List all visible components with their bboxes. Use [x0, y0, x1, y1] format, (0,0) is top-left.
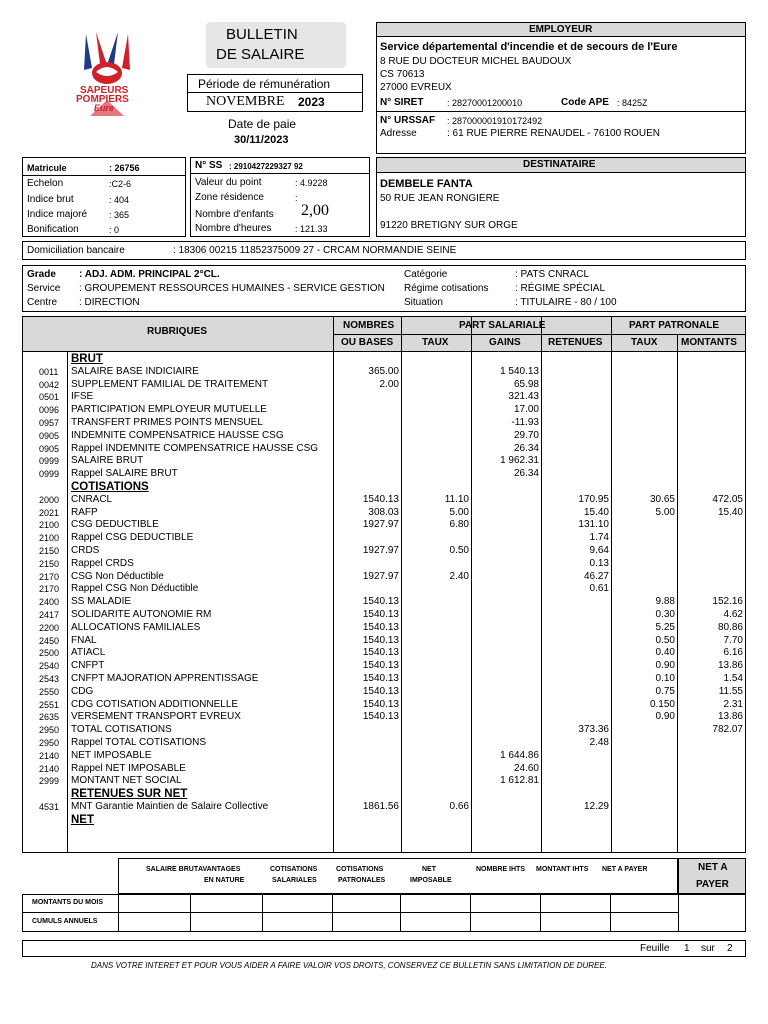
- table-row: [23, 379, 747, 392]
- row-taux-patronal: 0.40: [655, 647, 675, 659]
- heures-label: Nombre d'heures: [195, 223, 272, 234]
- agent-info-box: [22, 157, 186, 237]
- row-code: 0501: [39, 392, 60, 403]
- row-gains: 26.34: [513, 468, 539, 480]
- row-code: 0905: [39, 430, 60, 441]
- row-base: 1540.13: [362, 698, 399, 710]
- table-row: [23, 750, 747, 763]
- destinataire-box: [376, 157, 746, 237]
- row-label: PARTICIPATION EMPLOYEUR MUTUELLE: [71, 404, 267, 416]
- row-retenues: 0.61: [589, 583, 609, 595]
- row-montant: 7.70: [723, 634, 743, 646]
- row-retenues: 9.64: [589, 545, 609, 556]
- sum-h-salariales: SALARIALES: [272, 877, 317, 884]
- row-taux-patronal: 0.90: [655, 660, 675, 672]
- row-gains: 1 540.13: [500, 365, 539, 377]
- table-row: [23, 635, 747, 648]
- siret-value: : 28270001200010: [447, 98, 523, 108]
- bulletin-title: [206, 22, 346, 68]
- bonification-value: : 0: [109, 225, 120, 235]
- destinataire-name: DEMBELE FANTA: [380, 178, 473, 190]
- table-row: [23, 430, 747, 443]
- col-taux: TAUX: [422, 337, 449, 348]
- matricule-label: Matricule: [27, 163, 67, 173]
- row-code: 2170: [39, 584, 60, 595]
- sum-h-nature: EN NATURE: [204, 877, 245, 884]
- sum-h-ihts: NOMBRE IHTS: [476, 866, 525, 873]
- row-label: TOTAL COTISATIONS: [71, 724, 172, 736]
- table-row: [23, 711, 747, 724]
- col-nombres: NOMBRES: [343, 320, 395, 331]
- matricule-value: : 26756: [109, 163, 140, 173]
- sum-h-patronales: PATRONALES: [338, 877, 386, 884]
- row-montant: 13.86: [717, 711, 743, 723]
- page-indicator: [22, 940, 746, 957]
- table-row: [23, 775, 747, 788]
- row-montant: 80.86: [717, 621, 743, 633]
- feuille-label: Feuille: [640, 943, 670, 954]
- col-taux-patronal: TAUX: [631, 337, 658, 348]
- section-title: RETENUES SUR NET: [71, 788, 188, 801]
- row-retenues: 15.40: [583, 506, 609, 518]
- row-base: 1540.13: [362, 711, 399, 723]
- row-code: 0042: [39, 379, 60, 390]
- payslip-table: [22, 316, 746, 853]
- zone-value: :: [295, 193, 298, 203]
- periode-month: NOVEMBRE: [206, 94, 285, 109]
- logo-line2: POMPIERS: [76, 94, 129, 105]
- sum-h-cot-pat: COTISATIONS: [336, 866, 384, 873]
- table-row: [23, 519, 747, 532]
- row-code: 2100: [39, 520, 60, 531]
- table-row: [23, 596, 747, 609]
- table-row: [23, 737, 747, 750]
- row-taux-patronal: 5.25: [655, 621, 675, 633]
- title-line1: BULLETIN: [226, 26, 298, 43]
- table-row: [23, 763, 747, 776]
- nss-label: N° SS: [195, 160, 223, 171]
- row-montant: 152.16: [712, 596, 743, 608]
- table-row: [23, 494, 747, 507]
- row-montant: 13.86: [717, 660, 743, 672]
- employeur-addr2: CS 70613: [380, 69, 425, 80]
- sum-payer: PAYER: [696, 879, 729, 890]
- row-gains: 29.70: [513, 429, 539, 441]
- row-label: CDG COTISATION ADDITIONNELLE: [71, 698, 239, 710]
- row-base: 1927.97: [362, 570, 399, 582]
- service-value: : GROUPEMENT RESSOURCES HUMAINES - SERVICE GESTION: [79, 283, 385, 294]
- regime-value: : RÉGIME SPÉCIAL: [515, 283, 606, 294]
- adresse-label: Adresse: [380, 128, 417, 139]
- table-row: [23, 558, 747, 571]
- categorie-label: Catégorie: [404, 269, 448, 280]
- row-taux: 0.50: [449, 545, 469, 556]
- row-gains: 321.43: [508, 391, 539, 403]
- row-taux-patronal: 0.75: [655, 685, 675, 697]
- row-taux-patronal: 0.50: [655, 634, 675, 646]
- row-code: 2550: [39, 686, 60, 697]
- enfants-label: Nombre d'enfants: [195, 209, 274, 220]
- table-row: [23, 609, 747, 622]
- indice-brut-label: Indice brut: [27, 194, 74, 205]
- table-row: [23, 507, 747, 520]
- col-montants: MONTANTS: [681, 337, 737, 348]
- row-retenues: 12.29: [583, 801, 609, 812]
- row-label: MNT Garantie Maintien de Salaire Collective: [71, 801, 269, 812]
- row-code: 2999: [39, 776, 60, 787]
- valeur-point-value: : 4.9228: [295, 178, 328, 188]
- row-label: CNFPT MAJORATION APPRENTISSAGE: [71, 673, 259, 684]
- row-gains: 26.34: [513, 442, 539, 454]
- row-taux-patronal: 0.90: [655, 711, 675, 723]
- row-code: 2150: [39, 546, 60, 556]
- row-code: 0011: [39, 366, 59, 377]
- logo-line1: SAPEURS: [80, 85, 129, 96]
- urssaf-label: N° URSSAF: [380, 115, 436, 126]
- row-montant: 472.05: [712, 493, 743, 505]
- table-row: [23, 366, 747, 379]
- indice-brut-value: : 404: [109, 195, 130, 205]
- domiciliation-label: Domiciliation bancaire: [27, 245, 125, 256]
- row-code: 2950: [39, 725, 60, 736]
- row-label: SALAIRE BRUT: [71, 455, 144, 467]
- row-gains: -11.93: [511, 417, 539, 428]
- row-code: 2400: [39, 597, 60, 608]
- col-gains: GAINS: [489, 337, 521, 348]
- destinataire-header: DESTINATAIRE: [523, 159, 596, 170]
- row-label: SUPPLEMENT FAMILIAL DE TRAITEMENT: [71, 378, 269, 390]
- sum-h-net: NET: [422, 866, 436, 873]
- row-code: 2500: [39, 648, 60, 659]
- row-base: 308.03: [368, 506, 399, 518]
- row-taux: 5.00: [449, 506, 469, 518]
- row-montant: 2.31: [723, 698, 743, 710]
- table-row: [23, 404, 747, 417]
- row-retenues: 170.95: [578, 493, 609, 505]
- centre-value: : DIRECTION: [79, 297, 140, 308]
- row-taux: 0.66: [449, 801, 469, 812]
- table-row: [23, 455, 747, 468]
- row-label: Rappel NET IMPOSABLE: [71, 762, 186, 774]
- adresse-value: : 61 RUE PIERRE RENAUDEL - 76100 ROUEN: [447, 128, 661, 139]
- table-row: [23, 583, 747, 596]
- table-row: [23, 686, 747, 699]
- row-base: 1540.13: [362, 660, 399, 672]
- table-row: [23, 443, 747, 456]
- ape-value: : 8425Z: [617, 98, 648, 108]
- row-taux: 2.40: [449, 570, 469, 582]
- row-label: CRDS: [71, 545, 100, 556]
- row-base: 1540.13: [362, 609, 399, 620]
- employeur-box: [376, 22, 746, 154]
- row-base: 1540.13: [362, 596, 399, 608]
- row-label: MONTANT NET SOCIAL: [71, 775, 182, 787]
- urssaf-value: : 287000001910172492: [447, 116, 543, 126]
- sum-row-mois: MONTANTS DU MOIS: [32, 899, 104, 906]
- row-gains: 1 612.81: [500, 775, 539, 787]
- employeur-addr1: 8 RUE DU DOCTEUR MICHEL BAUDOUX: [380, 56, 572, 67]
- row-base: 1540.13: [362, 621, 399, 633]
- table-row: [23, 417, 747, 430]
- table-row: [23, 545, 747, 558]
- sum-h-brut: SALAIRE BRUT: [146, 866, 199, 873]
- row-base: 1927.97: [362, 545, 399, 556]
- zone-label: Zone résidence: [195, 192, 264, 203]
- row-montant: 11.55: [718, 685, 743, 697]
- row-label: CDG: [71, 685, 94, 697]
- row-code: 2450: [39, 635, 60, 646]
- row-code: 0957: [39, 418, 60, 428]
- destinataire-addr1: 50 RUE JEAN RONGIERE: [380, 193, 500, 204]
- table-row: [23, 571, 747, 584]
- col-ou-bases: OU BASES: [341, 337, 394, 348]
- row-taux-patronal: 0.150: [649, 698, 675, 710]
- situation-label: Situation: [404, 297, 443, 308]
- row-base: 1540.13: [362, 673, 399, 684]
- row-code: 2021: [39, 507, 60, 518]
- sum-h-montant-ihts: MONTANT IHTS: [536, 866, 589, 873]
- situation-value: : TITULAIRE - 80 / 100: [515, 297, 617, 308]
- sur-label: sur: [701, 943, 715, 954]
- row-montant: 6.16: [723, 647, 743, 659]
- logo-line3: Eure: [94, 103, 115, 113]
- row-label: IFSE: [71, 391, 94, 403]
- date-value: 30/11/2023: [234, 134, 289, 146]
- row-base: 2.00: [379, 378, 399, 390]
- row-code: 2551: [39, 699, 60, 710]
- table-row: [23, 801, 747, 814]
- nss-box: [190, 157, 370, 237]
- echelon-value: :C2-6: [109, 179, 132, 189]
- table-row: [23, 660, 747, 673]
- row-code: 2140: [39, 763, 60, 774]
- table-row: [23, 622, 747, 635]
- enfants-value: 2,00: [301, 202, 329, 219]
- echelon-label: Echelon: [27, 178, 64, 189]
- row-label: FNAL: [71, 634, 97, 646]
- regime-label: Régime cotisations: [404, 283, 489, 294]
- centre-label: Centre: [27, 297, 58, 308]
- row-gains: 1 962.31: [500, 455, 539, 467]
- row-code: 2000: [39, 494, 60, 505]
- row-taux: 11.10: [444, 493, 469, 505]
- destinataire-addr2: 91220 BRETIGNY SUR ORGE: [380, 220, 518, 231]
- row-gains: 24.60: [513, 762, 539, 774]
- row-code: 2100: [39, 533, 60, 544]
- employeur-name: Service départemental d'incendie et de secours de l'Eure: [380, 41, 678, 53]
- siret-label: N° SIRET: [380, 97, 424, 108]
- row-code: 0905: [39, 443, 60, 454]
- sum-row-cumuls: CUMULS ANNUELS: [32, 918, 98, 925]
- row-code: 2150: [39, 558, 60, 569]
- section-header: [23, 788, 747, 801]
- row-label: VERSEMENT TRANSPORT EVREUX: [71, 711, 241, 723]
- valeur-point-label: Valeur du point: [195, 177, 262, 188]
- row-label: INDEMNITE COMPENSATRICE HAUSSE CSG: [71, 429, 284, 441]
- row-retenues: 373.36: [578, 724, 609, 736]
- row-taux-patronal: 0.10: [655, 673, 675, 684]
- row-base: 1861.56: [362, 801, 399, 812]
- row-gains: 65.98: [513, 378, 539, 390]
- row-gains: 17.00: [513, 404, 539, 416]
- row-label: ALLOCATIONS FAMILIALES: [71, 621, 201, 633]
- row-label: TRANSFERT PRIMES POINTS MENSUEL: [71, 417, 263, 428]
- row-retenues: 131.10: [578, 519, 609, 531]
- row-label: NET IMPOSABLE: [71, 749, 152, 761]
- table-row: [23, 391, 747, 404]
- employeur-header: EMPLOYEUR: [529, 24, 593, 35]
- indice-majore-label: Indice majoré: [27, 209, 88, 220]
- row-label: Rappel CRDS: [71, 557, 134, 569]
- section-title: NET: [71, 813, 94, 826]
- row-gains: 1 644.86: [500, 749, 539, 761]
- row-base: 1540.13: [362, 634, 399, 646]
- row-code: 2635: [39, 712, 60, 723]
- domiciliation-box: [22, 241, 746, 260]
- row-label: SALAIRE BASE INDICIAIRE: [71, 365, 199, 377]
- employeur-addr3: 27000 EVREUX: [380, 82, 452, 93]
- row-base: 1927.97: [362, 519, 399, 531]
- row-taux-patronal: 9.88: [655, 596, 675, 608]
- service-label: Service: [27, 283, 61, 294]
- section-header: [23, 353, 747, 366]
- domiciliation-value: : 18306 00215 11852375009 27 - CRCAM NORMANDIE SEINE: [173, 245, 457, 256]
- sdis-logo: [76, 28, 138, 124]
- row-code: 2950: [39, 738, 60, 748]
- page-total: 2: [727, 943, 733, 954]
- table-row: [23, 699, 747, 712]
- row-label: CNFPT: [71, 660, 105, 672]
- row-label: Rappel INDEMNITE COMPENSATRICE HAUSSE CSG: [71, 442, 319, 454]
- row-code: 0096: [39, 405, 60, 416]
- bonification-label: Bonification: [27, 224, 79, 235]
- summary-table: [22, 858, 746, 932]
- row-label: CSG Non Déductible: [71, 570, 164, 582]
- row-taux-patronal: 30.65: [649, 493, 675, 505]
- categorie-value: : PATS CNRACL: [515, 269, 590, 280]
- row-montant: 1.54: [723, 673, 743, 684]
- periode-box: [187, 74, 363, 112]
- row-montant: 782.07: [712, 724, 743, 736]
- section-title: BRUT: [71, 353, 103, 365]
- sum-h-cot-sal: COTISATIONS: [270, 866, 318, 873]
- row-retenues: 1.74: [589, 532, 609, 544]
- section-title: COTISATIONS: [71, 481, 149, 493]
- part-salariale: PART SALARIALE: [459, 320, 546, 331]
- row-code: 2543: [39, 674, 60, 684]
- row-label: Rappel CSG DEDUCTIBLE: [71, 532, 194, 544]
- row-base: 1540.13: [362, 647, 399, 659]
- row-label: CNRACL: [71, 493, 113, 505]
- date-label: Date de paie: [228, 117, 297, 131]
- row-label: CSG DEDUCTIBLE: [71, 519, 159, 531]
- row-label: SS MALADIE: [71, 596, 132, 608]
- table-row: [23, 468, 747, 481]
- sum-h-net-payer: NET A PAYER: [602, 866, 648, 873]
- row-label: SOLIDARITE AUTONOMIE RM: [71, 609, 212, 620]
- grade-box: [22, 265, 746, 312]
- grade-label: Grade: [27, 269, 56, 280]
- table-body: [23, 353, 745, 853]
- row-montant: 15.40: [717, 506, 743, 518]
- row-code: 2417: [39, 610, 60, 620]
- row-taux: 6.80: [449, 519, 469, 531]
- table-row: [23, 647, 747, 660]
- row-base: 1540.13: [362, 493, 399, 505]
- grade-value: : ADJ. ADM. PRINCIPAL 2°CL.: [79, 269, 220, 280]
- row-code: 2200: [39, 622, 60, 633]
- row-code: 0999: [39, 469, 60, 480]
- row-label: Rappel SALAIRE BRUT: [71, 468, 178, 480]
- row-base: 1540.13: [362, 685, 399, 697]
- section-header: [23, 814, 747, 827]
- sum-net-a: NET A: [698, 862, 728, 873]
- row-code: 2540: [39, 661, 60, 672]
- footer-notice: DANS VOTRE INTERET ET POUR VOUS AIDER A FAIRE VALOIR VOS DROITS, CONSERVEZ CE BULLETIN SANS LIMITATION DE DUREE.: [91, 961, 607, 970]
- col-rubriques: RUBRIQUES: [147, 326, 208, 337]
- table-row: [23, 673, 747, 686]
- sum-h-imposable: IMPOSABLE: [410, 877, 452, 884]
- section-header: [23, 481, 747, 494]
- row-code: 2140: [39, 750, 60, 761]
- row-montant: 4.62: [723, 609, 743, 620]
- page-number: 1: [684, 943, 690, 954]
- row-label: RAFP: [71, 506, 98, 518]
- row-code: 0999: [39, 456, 60, 467]
- table-row: [23, 532, 747, 545]
- part-patronale: PART PATRONALE: [629, 320, 719, 331]
- row-base: 365.00: [368, 365, 399, 377]
- row-code: 2170: [39, 571, 60, 582]
- indice-majore-value: : 365: [109, 210, 130, 220]
- row-label: ATIACL: [71, 647, 106, 659]
- periode-label: Période de rémunération: [198, 77, 331, 91]
- row-label: Rappel CSG Non Déductible: [71, 583, 199, 595]
- row-retenues: 46.27: [583, 570, 609, 582]
- title-line2: DE SALAIRE: [216, 46, 305, 63]
- heures-value: : 121.33: [295, 224, 328, 234]
- row-retenues: 0.13: [589, 557, 609, 569]
- row-retenues: 2.48: [589, 737, 609, 748]
- row-code: 4531: [39, 802, 60, 812]
- ape-label: Code APE: [561, 97, 609, 108]
- row-taux-patronal: 0.30: [655, 609, 675, 620]
- row-label: Rappel TOTAL COTISATIONS: [71, 737, 207, 748]
- nss-value: : 2910427229327 92: [229, 162, 303, 171]
- col-retenues: RETENUES: [548, 337, 603, 348]
- table-row: [23, 724, 747, 737]
- row-taux-patronal: 5.00: [655, 506, 675, 518]
- sum-h-avantages: AVANTAGES: [198, 866, 241, 873]
- periode-year: 2023: [298, 95, 325, 109]
